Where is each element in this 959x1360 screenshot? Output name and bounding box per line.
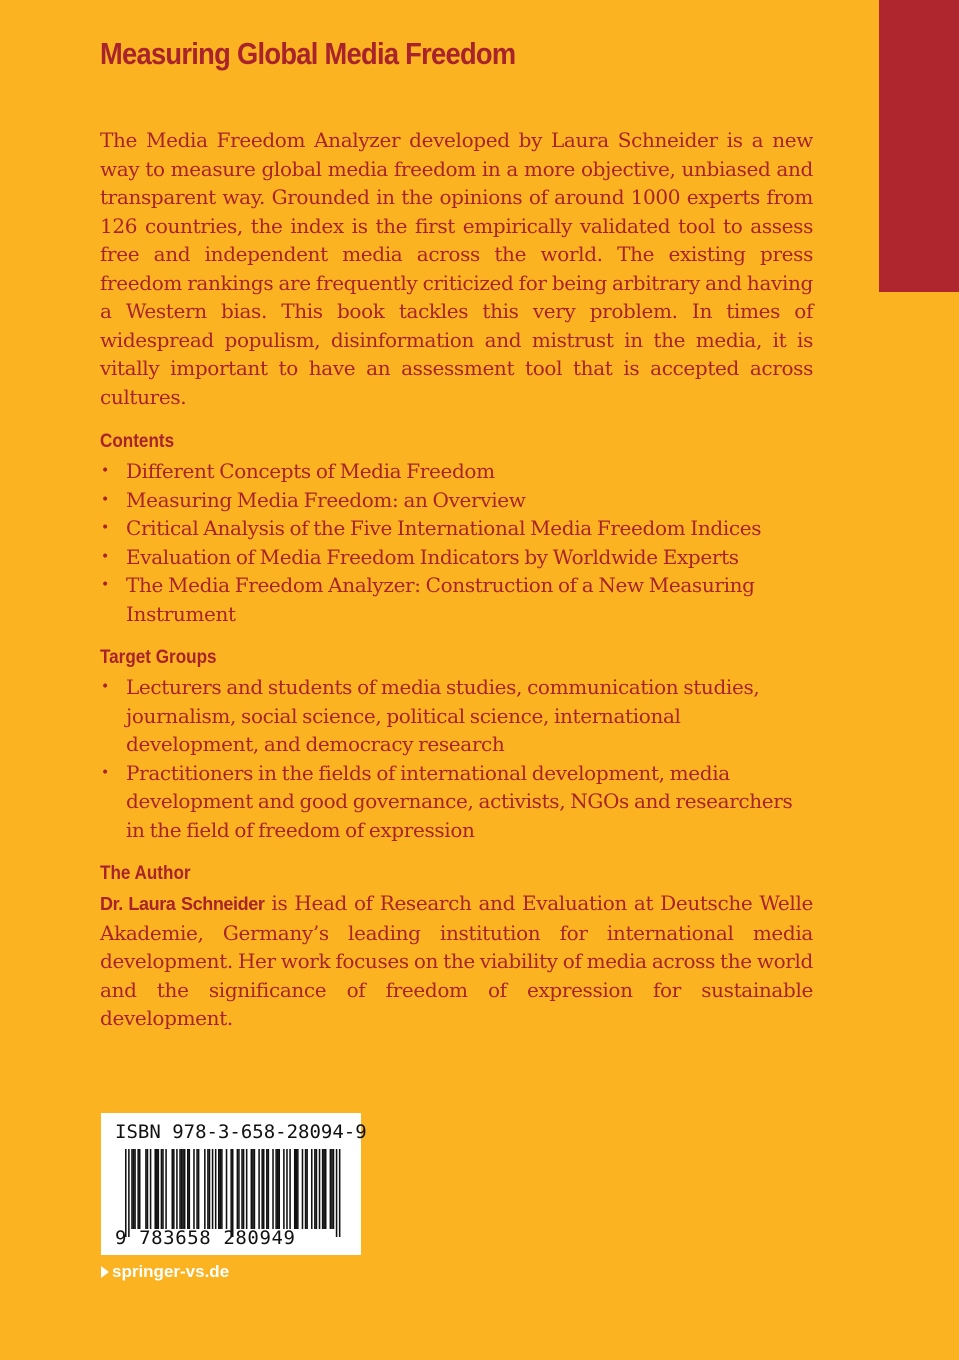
target-groups-heading: Target Groups	[100, 647, 217, 668]
author-name: Dr. Laura Schneider	[100, 894, 265, 914]
barcode-bar	[319, 1149, 321, 1229]
barcode-bar	[196, 1149, 198, 1229]
barcode-bar	[302, 1149, 304, 1229]
barcode-bar	[275, 1149, 277, 1229]
barcode-bar	[173, 1149, 175, 1229]
publisher-link[interactable]	[101, 1262, 229, 1282]
barcode-bar	[161, 1149, 163, 1229]
barcode-bar	[336, 1149, 338, 1237]
author-bio-text: is Head of Research and Evaluation at Deutsche Welle Akademie, Germany’s leading institution for international media development. Her work focuses on the viability of media across the world and the significance of freedom of expression for sustainable development.	[100, 891, 813, 1030]
barcode-bar	[316, 1149, 318, 1229]
barcode-bar	[215, 1149, 217, 1229]
author-heading: The Author	[100, 863, 191, 884]
barcode-bar	[204, 1149, 206, 1229]
barcode-bar	[187, 1149, 189, 1229]
barcode-bar	[218, 1149, 220, 1229]
barcode-bar	[145, 1149, 147, 1229]
barcode-bar	[134, 1149, 136, 1229]
barcode-bar	[207, 1149, 209, 1229]
barcode-bar	[220, 1149, 222, 1229]
barcode-bar	[314, 1149, 316, 1229]
barcode-bar	[237, 1149, 239, 1229]
barcode-bar	[198, 1149, 200, 1229]
barcode-bar	[333, 1149, 335, 1229]
barcode-bar	[238, 1149, 240, 1229]
contents-item: • Different Concepts of Media Freedom	[100, 457, 813, 486]
barcode-bar	[154, 1149, 156, 1229]
barcode-bar	[193, 1149, 195, 1229]
bullet-icon: •	[101, 520, 109, 536]
barcode-bar	[221, 1149, 223, 1229]
contents-item: • The Media Freedom Analyzer: Construction of a New Measuring Instrument	[101, 573, 755, 626]
barcode-bar	[176, 1149, 178, 1229]
barcode-bar	[286, 1149, 288, 1229]
barcode-bar	[261, 1149, 263, 1229]
barcode-bar	[243, 1149, 245, 1229]
barcode-bar	[278, 1149, 280, 1229]
barcode-bar	[128, 1149, 130, 1237]
barcode-bar	[258, 1149, 260, 1229]
barcode-bar	[209, 1149, 211, 1229]
barcode-bar	[182, 1149, 184, 1229]
bullet-icon: •	[101, 764, 109, 781]
bullet-icon: •	[101, 463, 109, 479]
bullet-icon: •	[101, 491, 109, 508]
barcode-bar	[330, 1149, 332, 1229]
barcode-bar	[251, 1149, 253, 1229]
barcode-bar	[283, 1149, 285, 1229]
barcode-bar	[184, 1149, 186, 1229]
barcode-bar	[325, 1149, 327, 1229]
publisher-website: springer-vs.de	[112, 1262, 230, 1281]
contents-item: • Measuring Media Freedom: an Overview	[100, 486, 813, 515]
barcode-bar	[131, 1149, 133, 1229]
contents-item: • Evaluation of Media Freedom Indicators by Worldwide Experts	[100, 543, 813, 572]
barcode-bar	[322, 1149, 324, 1229]
barcode-bar	[331, 1149, 333, 1229]
blurb-paragraph: The Media Freedom Analyzer developed by Laura Schneider is a new way to measure global media freedom in a more objective, unbiased and transparent way. Grounded in the opinions of around 1000 experts from 126 countries, the index is the first empirically validated tool to assess free and independent media across the world. The existing press freedom rankings are frequently criticized for being arbitrary and having a Western bias. This book tackles this very problem. In times of widespread populism, disinformation and mistrust in the media, it is vitally important to have an assessment tool that is accepted across cultures.	[100, 128, 813, 409]
ean-digits: 9 783658 280949	[115, 1227, 296, 1249]
barcode-bar	[252, 1149, 254, 1229]
barcode-bar	[162, 1149, 164, 1229]
barcode-bar	[158, 1149, 160, 1229]
target-group-item: • Practitioners in the fields of international development, media development and good governance, activists, NGOs and researchers in the field of freedom of expression	[101, 760, 793, 842]
red-corner-tab	[879, 0, 959, 292]
barcode-bar	[297, 1149, 299, 1229]
barcode-bar	[272, 1149, 274, 1229]
isbn-label: ISBN 978-3-658-28094-9	[115, 1121, 367, 1143]
barcode-bar	[311, 1149, 313, 1229]
barcode-bar	[306, 1149, 308, 1229]
barcode-bar	[226, 1149, 228, 1229]
barcode-bar	[289, 1149, 291, 1229]
barcode-bar	[179, 1149, 181, 1229]
barcode-bar	[277, 1149, 279, 1229]
barcode-bar	[246, 1149, 248, 1229]
back-cover-content	[100, 126, 813, 1033]
bullet-icon: •	[101, 548, 109, 565]
barcode-bar	[139, 1149, 141, 1229]
barcode-bar	[156, 1149, 158, 1229]
barcode-bar	[133, 1149, 135, 1229]
contents-heading: Contents	[100, 431, 175, 452]
barcode-bar	[323, 1149, 325, 1229]
barcode-bar	[230, 1149, 232, 1237]
barcode-bar	[181, 1149, 183, 1229]
barcode-bar	[189, 1149, 191, 1229]
barcode-bar	[268, 1149, 270, 1229]
isbn-barcode	[101, 1113, 367, 1255]
bullet-icon: •	[101, 679, 109, 695]
barcode-bar	[172, 1149, 174, 1229]
barcode-bar	[212, 1149, 214, 1229]
barcode-bar	[339, 1149, 341, 1237]
target-groups-list	[100, 673, 813, 844]
barcode-bar	[305, 1149, 307, 1229]
barcode-bar	[294, 1149, 296, 1229]
barcode-bar	[296, 1149, 298, 1229]
barcode-bar	[241, 1149, 243, 1229]
barcode-bar	[147, 1149, 149, 1229]
barcode-bar	[125, 1149, 127, 1237]
contents-item: • Critical Analysis of the Five International Media Freedom Indices	[100, 514, 813, 543]
bullet-icon: •	[101, 577, 109, 593]
barcode-bar	[263, 1149, 265, 1229]
barcode-bar	[254, 1149, 256, 1229]
triangle-arrow-icon	[101, 1266, 109, 1278]
book-title: Measuring Global Media Freedom	[100, 36, 516, 71]
target-group-item: • Lecturers and students of media studies, communication studies, journalism, social science, political science, international development, and democracy research	[101, 675, 760, 756]
barcode-bar	[266, 1149, 268, 1229]
barcode-bar	[232, 1149, 234, 1237]
author-bio	[100, 889, 813, 1033]
barcode-bar	[137, 1149, 139, 1229]
barcode-bar	[150, 1149, 152, 1229]
barcode-bar	[165, 1149, 167, 1229]
contents-list	[100, 457, 813, 628]
